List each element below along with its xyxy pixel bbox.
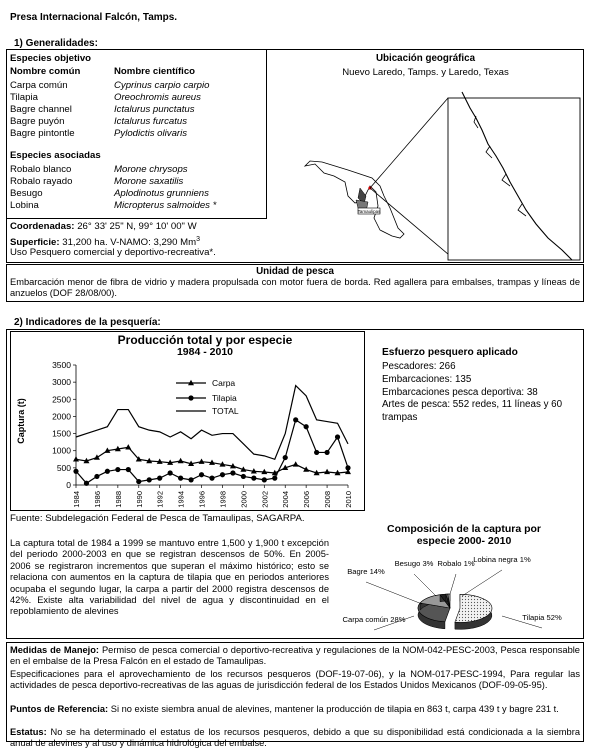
y-tick-label: 3000 <box>52 377 71 388</box>
tilapia-point <box>188 477 193 482</box>
tilapia-point <box>126 467 131 472</box>
tilapia-point <box>136 479 141 484</box>
coordinates-value: 26° 33' 25" N, 99° 10' 00" W <box>77 221 197 232</box>
puntos-text <box>10 704 580 715</box>
tilapia-point <box>293 417 298 422</box>
tilapia-point <box>84 481 89 486</box>
common-name: Bagre channel <box>10 104 72 115</box>
source-text: Fuente: Subdelegación Federal de Pesca de Tamaulipas, SAGARPA. <box>10 513 305 524</box>
tilapia-point <box>335 434 340 439</box>
x-tick-label: 1998 <box>218 491 228 508</box>
y-tick-label: 2000 <box>52 411 71 422</box>
common-name: Robalo blanco <box>10 164 72 175</box>
x-tick-label: 1990 <box>134 491 144 508</box>
scientific-name: Morone saxatilis <box>114 176 184 187</box>
scientific-name: Morone chrysops <box>114 164 188 175</box>
objective-row <box>10 80 209 92</box>
x-tick-label: 2010 <box>344 491 353 508</box>
pie-leader-line <box>366 582 422 604</box>
pie-label: Robalo 1% <box>437 559 475 568</box>
objective-row <box>10 92 201 104</box>
objective-row <box>10 104 195 116</box>
pie-chart-subtitle: especie 2000- 2010 <box>416 535 512 547</box>
common-name: Besugo <box>10 188 43 199</box>
common-name: Robalo rayado <box>10 176 73 187</box>
tilapia-point <box>94 474 99 479</box>
pie-label: Carpa común 28% <box>342 615 406 624</box>
location-map <box>300 78 584 262</box>
estatus-label: Estatus: <box>10 727 47 737</box>
surface-value: 31,200 ha. V-NAMO: 3,290 Mm <box>62 237 197 249</box>
common-name: Bagre puyón <box>10 116 65 127</box>
line-chart-title: Producción total y por especie <box>117 333 293 347</box>
x-tick-label: 1986 <box>92 491 102 508</box>
pie-leader-line <box>414 574 436 596</box>
carpa-point <box>125 444 131 449</box>
line-chart-subtitle: 1984 - 2010 <box>176 346 234 358</box>
tilapia-point <box>230 470 235 475</box>
pie-label: Besugo 3% <box>394 559 434 568</box>
effort-gear: Artes de pesca: 552 redes, 11 líneas y 60 trampas <box>382 399 563 424</box>
legend-label: Tilapia <box>212 393 237 403</box>
effort-lines <box>382 361 582 425</box>
y-tick-label: 2500 <box>52 394 71 405</box>
x-tick-label: 1996 <box>197 491 207 508</box>
associated-row <box>10 200 216 212</box>
analysis-paragraph: La captura total de 1984 a 1999 se mantuvo entre 1,500 y 1,900 t excepción del periodo 2000-2003 en que se registran descensos de 50%. En 2005-2006 se registraron incrementos que superan el máximo histórico; esto se relaciona con aumentos en la captura de tilapia que en periodos anteriores ocupaba el segundo lugar, la carpa a partir del 2000 registra descensos de 42%. Existe alta variabilidad del nivel de agua y discontinuidad en el repoblamiento de alevines <box>10 538 329 617</box>
tilapia-point <box>199 472 204 477</box>
x-tick-label: 1992 <box>155 491 165 508</box>
tilapia-point <box>209 476 214 481</box>
x-tick-label: 1984 <box>72 491 81 508</box>
puntos-body: Si no existe siembra anual de alevines, mantener la producción de tilapia en 863 t, carpa 439 t y bagre 231 t. <box>108 704 559 714</box>
tilapia-point <box>262 477 267 482</box>
surface-sup: 3 <box>196 236 201 243</box>
y-tick-label: 500 <box>56 462 71 473</box>
section-1-heading: 1) Generalidades: <box>14 38 98 49</box>
zoom-map-frame <box>448 98 580 260</box>
carpa-point <box>178 458 184 463</box>
carpa-point <box>94 454 100 459</box>
tilapia-point <box>220 472 225 477</box>
x-tick-label: 2008 <box>323 491 333 508</box>
tilapia-point <box>178 476 183 481</box>
unidad-pesca-text: Embarcación menor de fibra de vidrio y madera propulsada con motor fuera de borda. Red agallera para embalses, trampas y líneas de anzuelos (DOF 28/08/00). <box>10 277 580 299</box>
associated-row <box>10 164 188 176</box>
effort-boats: Embarcaciones: 135 <box>382 373 472 385</box>
tilapia-point <box>272 476 277 481</box>
map-label: Tamaulipas <box>357 209 381 214</box>
common-name: Lobina <box>10 200 39 211</box>
location-heading: Ubicación geográfica <box>375 53 476 64</box>
tilapia-point <box>105 469 110 474</box>
medidas-body: Permiso de pesca comercial o deportivo-recreativa y regulaciones de la NOM-042-PESC-2003, Pesca responsable en el embalse de la Presa Falcón en el estado de Tamaulipas. <box>10 645 580 667</box>
series-line-tilapia <box>76 420 348 483</box>
common-name-header: Nombre común <box>10 66 81 77</box>
scientific-name: Oreochromis aureus <box>114 92 201 103</box>
scientific-name: Aplodinotus grunniens <box>114 188 209 199</box>
x-tick-label: 1994 <box>176 491 186 508</box>
legend-label: Carpa <box>212 378 236 388</box>
effort-fishers: Pescadores: 266 <box>382 361 456 372</box>
coords-divider <box>6 218 267 219</box>
tilapia-point <box>283 455 288 460</box>
y-tick-label: 1500 <box>52 428 71 439</box>
scientific-name: Ictalurus punctatus <box>114 104 195 115</box>
line-chart <box>10 331 365 511</box>
surface-label: Superficie: <box>10 237 60 249</box>
carpa-point <box>293 461 299 466</box>
section-2-heading: 2) Indicadores de la pesquería: <box>14 317 161 328</box>
tilapia-point <box>147 477 152 482</box>
medidas-text <box>10 645 580 668</box>
carpa-point <box>199 458 205 463</box>
pie-chart-title: Composición de la captura por <box>386 523 542 535</box>
scientific-name: Pylodictis olivaris <box>114 128 188 139</box>
pie-label: Tilapia 52% <box>522 613 562 622</box>
page-title: Presa Internacional Falcón, Tamps. <box>10 12 178 23</box>
objective-row <box>10 128 187 140</box>
tilapia-point <box>157 476 162 481</box>
tilapia-point <box>345 465 350 470</box>
x-tick-label: 2006 <box>302 491 312 508</box>
pie-leader-line <box>462 570 502 596</box>
mexico-outline <box>305 161 404 238</box>
carpa-point <box>324 469 330 474</box>
legend-marker <box>188 395 193 400</box>
tilapia-point <box>241 474 246 479</box>
location-text: Nuevo Laredo, Tamps. y Laredo, Texas <box>342 67 509 78</box>
puntos-label: Puntos de Referencia: <box>10 704 109 714</box>
tilapia-point <box>115 467 120 472</box>
especificaciones-text: Especificaciones para el aprovechamiento de los recursos pesqueros (DOF-19-07-06), y la NOM-017-PESC-1994, Para regular las actividades de pesca deportivo-recreativas de las aguas de jurisdicción federal de los Estados Unidos Mexicanos (DOF-09-05-95). <box>10 669 580 691</box>
effort-heading: Esfuerzo pesquero aplicado <box>382 347 518 358</box>
estatus-body: No se ha determinado el estatus de los recursos pesqueros, debido a que su disponibilidad está condicionada a la siembra anual de alevines y al uso y dinámica hidrológica del embalse. <box>10 727 580 749</box>
species-objective-heading: Especies objetivo <box>10 53 92 64</box>
tilapia-point <box>324 450 329 455</box>
scientific-name: Micropterus salmoides * <box>114 200 217 211</box>
common-name: Carpa común <box>10 80 68 91</box>
tilapia-point <box>168 470 173 475</box>
y-tick-label: 0 <box>66 480 71 490</box>
pie-label: Bagre 14% <box>347 567 385 576</box>
associated-row <box>10 176 183 188</box>
scientific-name-header: Nombre científico <box>114 66 196 77</box>
medidas-label: Medidas de Manejo: <box>10 645 100 655</box>
coordinates <box>10 221 197 233</box>
objective-row <box>10 116 187 128</box>
coordinates-label: Coordenadas: <box>10 221 75 232</box>
scientific-name: Ictalurus furcatus <box>114 116 188 127</box>
legend-label: TOTAL <box>212 406 239 416</box>
tilapia-point <box>314 450 319 455</box>
tilapia-point <box>251 476 256 481</box>
y-axis-label: Captura (t) <box>16 398 26 444</box>
unidad-pesca-heading: Unidad de pesca <box>256 266 334 277</box>
species-associated-heading: Especies asociadas <box>10 150 101 161</box>
zoom-lines <box>370 98 455 260</box>
pie-label: Lobina negra 1% <box>473 555 531 564</box>
common-name: Bagre pintontle <box>10 128 75 139</box>
x-tick-label: 2002 <box>260 491 270 508</box>
y-tick-label: 3500 <box>52 360 71 370</box>
scientific-name: Cyprinus carpio carpio <box>114 80 210 91</box>
pie-leader-line <box>450 574 456 594</box>
tilapia-point <box>73 469 78 474</box>
effort-sport-boats: Embarcaciones pesca deportiva: 38 <box>382 386 538 398</box>
x-tick-label: 2000 <box>239 491 249 508</box>
common-name: Tilapia <box>10 92 38 103</box>
estatus-text <box>10 727 580 750</box>
pie-chart <box>332 520 582 638</box>
tilapia-point <box>304 424 309 429</box>
use-text: Uso Pesquero comercial y deportivo-recreativa*. <box>10 247 216 258</box>
x-tick-label: 1988 <box>113 491 123 508</box>
species-column-headers <box>10 66 195 78</box>
carpa-point <box>73 456 79 461</box>
x-tick-label: 2004 <box>281 491 291 508</box>
y-tick-label: 1000 <box>52 445 71 456</box>
associated-row <box>10 188 209 200</box>
